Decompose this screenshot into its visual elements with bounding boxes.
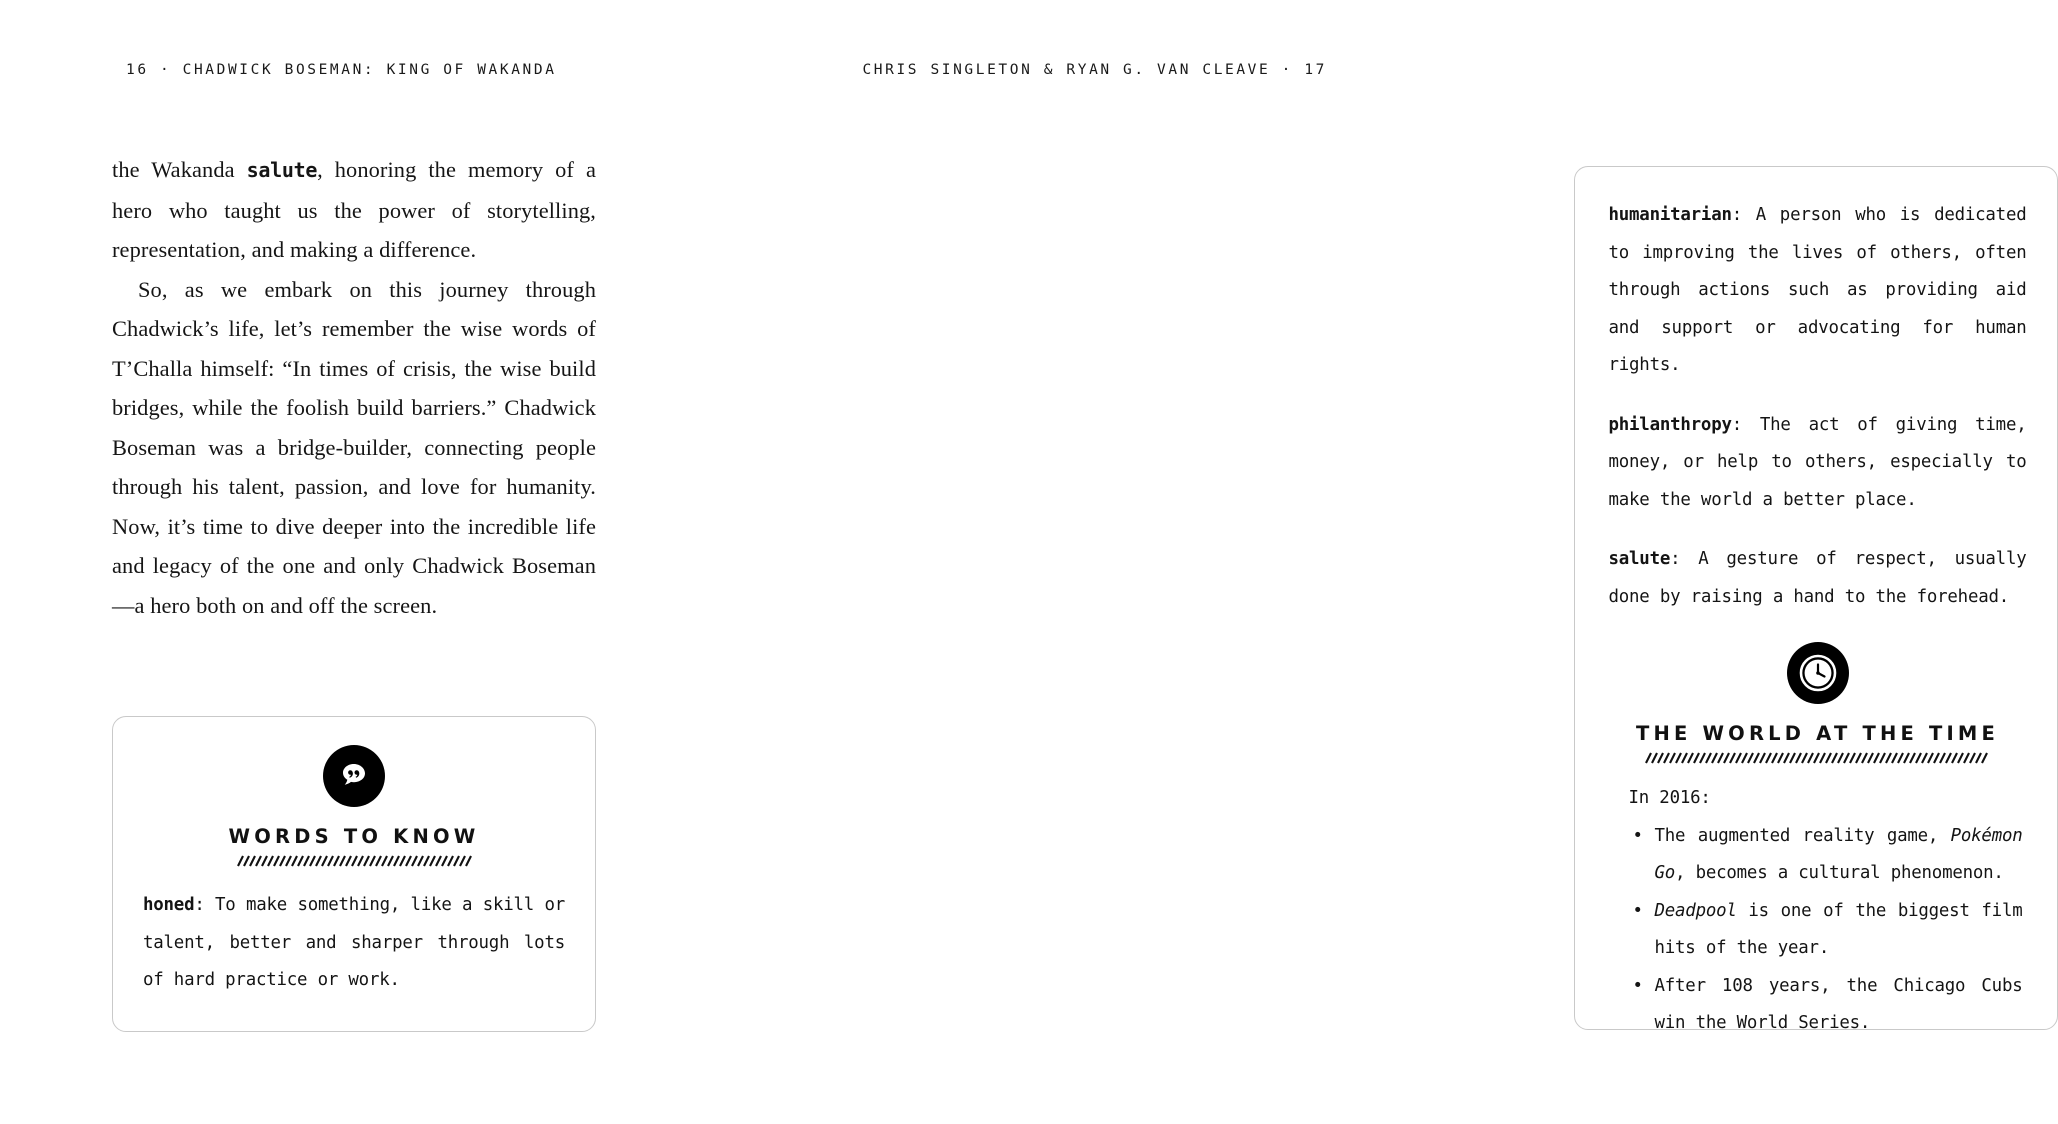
list-item	[1629, 893, 2023, 968]
glossary-entry	[1609, 541, 2027, 616]
left-page	[0, 0, 723, 1124]
glossary-definition: : To make something, like a skill or talent, better and sharper through lots of hard practice or work.	[143, 895, 565, 990]
glossary-term: philanthropy	[1608, 414, 1732, 435]
paragraph-2: So, as we embark on this journey through Chadwick’s life, let’s remember the wise words of T’Challa himself: “In times of crisis, the wise build bridges, while the foolish build barriers.” Chadwick Boseman was a bridge-builder, connecting people through his talent, passion, and love for humanity. Now, it’s time to dive deeper into the incredible life and legacy of the one and only Chadwick Boseman—a hero both on and off the screen.	[112, 276, 596, 618]
bullet-title-italic: Pokémon Go	[1654, 825, 2023, 883]
running-head-left: 16 · CHADWICK BOSEMAN: KING OF WAKANDA	[126, 62, 557, 78]
paragraph-1	[112, 150, 596, 270]
squiggle-divider-icon	[1644, 752, 1992, 764]
glossary-term-inline-salute: salute	[246, 158, 318, 182]
glossary-entry	[143, 887, 565, 1000]
glossary-definition: : The act of giving time, money, or help to others, especially to make the world a better place.	[1608, 414, 2027, 510]
bullet-title-italic: Deadpool	[1654, 900, 1737, 921]
right-page-content	[1574, 0, 2058, 1124]
glossary-list	[1609, 197, 2027, 616]
world-lead-text: In 2016:	[1628, 788, 1711, 808]
paragraph-1-part-1: the Wakanda	[112, 157, 247, 182]
body-text-column	[112, 150, 596, 625]
words-to-know-entries	[143, 887, 565, 1000]
list-item	[1629, 968, 2023, 1043]
world-at-the-time-title: THE WORLD AT THE TIME	[1635, 722, 2000, 745]
glossary-definition: : A gesture of respect, usually done by raising a hand to the forehead.	[1608, 549, 2027, 607]
glossary-entry	[1609, 197, 2027, 385]
words-to-know-box	[112, 716, 596, 1032]
words-to-know-title: WORDS TO KNOW	[228, 825, 480, 848]
right-page	[723, 0, 2027, 1124]
bullet-text-part: is one of the biggest film hits of the year.	[1654, 900, 2023, 958]
bullet-text-part: After 108 years, the Chicago Cubs win the World Series.	[1654, 975, 2023, 1033]
bullet-text-part: The augmented reality game,	[1654, 825, 1951, 846]
world-at-the-time-content	[1609, 780, 2027, 1043]
world-events-list	[1629, 818, 2023, 1043]
clock-icon	[1787, 642, 1849, 704]
world-at-the-time-box	[1574, 166, 2058, 1033]
list-item	[1629, 818, 2023, 893]
speech-bubble-quote-icon	[323, 745, 385, 807]
glossary-definition: : A person who is dedicated to improving the lives of others, often through actions such as providing aid and support or advocating for human rights.	[1608, 205, 2027, 375]
glossary-term: honed	[143, 895, 195, 915]
paragraph-1-part-3: , honoring the memory of a hero who taught us the power of storytelling, representation, and making a difference.	[112, 157, 596, 262]
glossary-entry	[1609, 407, 2027, 520]
bullet-text-part: , becomes a cultural phenomenon.	[1675, 863, 2004, 883]
squiggle-divider-icon	[236, 855, 472, 867]
glossary-term: salute	[1608, 549, 1671, 569]
glossary-term: humanitarian	[1608, 205, 1732, 225]
running-head-right: CHRIS SINGLETON & RYAN G. VAN CLEAVE · 17	[862, 62, 1327, 78]
